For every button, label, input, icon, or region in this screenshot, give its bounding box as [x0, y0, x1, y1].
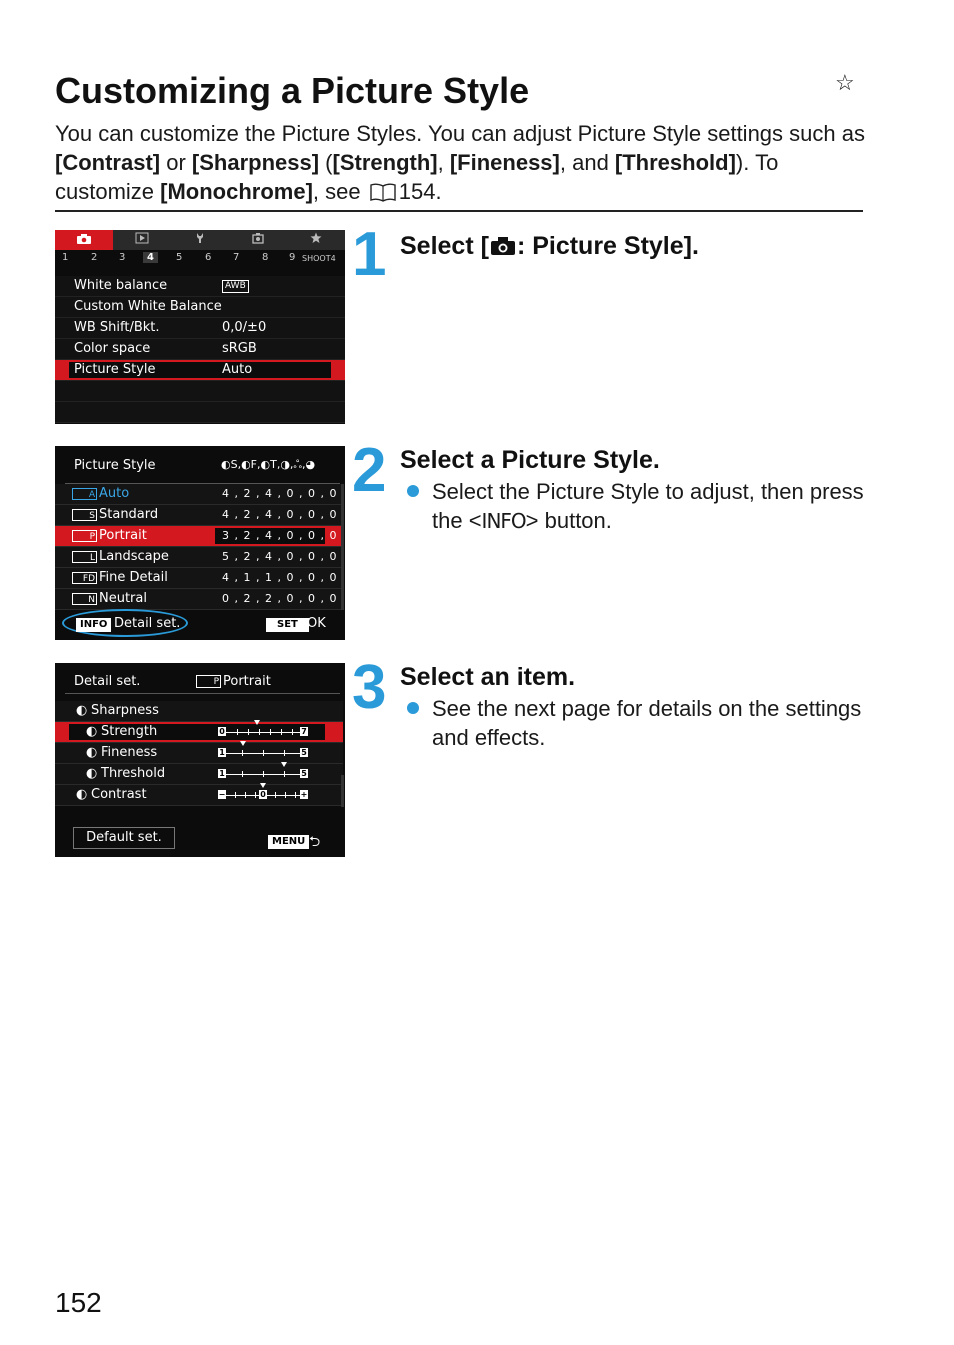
page-number[interactable]: 3 [119, 252, 126, 263]
slider-max: 5 [301, 748, 307, 757]
intro-paragraph [55, 119, 865, 206]
strength-icon: ◐ [86, 724, 98, 739]
intro-text: , and [559, 150, 615, 175]
bullet-text: > button. [525, 508, 612, 533]
style-name: Fine Detail [99, 570, 168, 585]
slider-tick [237, 729, 238, 735]
menu-item-label: WB Shift/Bkt. [74, 320, 160, 335]
detail-set-label: Detail set. [114, 616, 181, 631]
slider-min: 0 [219, 727, 225, 736]
intro-text: or [160, 150, 192, 175]
slider-tick [263, 750, 264, 756]
custom-functions-icon [251, 232, 265, 244]
slider-min: 1 [219, 769, 225, 778]
screen-title: Detail set. [74, 674, 141, 689]
style-name: Standard [99, 507, 159, 522]
contrast-slider[interactable] [218, 790, 308, 799]
intro-bold-strength: [Strength] [332, 150, 438, 175]
intro-text: , [437, 150, 450, 175]
strength-slider[interactable] [218, 727, 308, 736]
step-heading-text: : Picture Style]. [516, 232, 699, 260]
menu-item-empty [55, 381, 345, 402]
menu-item-value: 0,0/±0 [222, 320, 267, 335]
style-row-neutral[interactable] [55, 589, 343, 610]
slider-marker [260, 783, 266, 788]
ok-label: OK [307, 616, 326, 631]
menu-page-label: SHOOT4 [302, 254, 336, 263]
page-number[interactable]: 7 [233, 252, 240, 263]
awb-icon: AWB [222, 280, 249, 293]
style-values: 4 , 2 , 4 , 0 , 0 , 0 [222, 508, 338, 521]
menu-item-value: Auto [222, 362, 253, 377]
style-name: Portrait [223, 674, 271, 689]
intro-text: , see [312, 179, 367, 204]
page-number: 152 [55, 1287, 102, 1318]
bullet-dot [407, 702, 419, 714]
slider-tick [284, 750, 285, 756]
slider-tick [270, 729, 271, 735]
header-divider [55, 210, 863, 212]
style-row-portrait[interactable] [55, 526, 343, 547]
slider-tick [245, 792, 246, 798]
threshold-slider[interactable] [218, 769, 308, 778]
scrollbar[interactable] [341, 775, 344, 807]
detail-item-label: Contrast [91, 787, 147, 802]
step-bullet [407, 477, 882, 536]
detail-item-label: Sharpness [91, 703, 159, 718]
info-button-icon[interactable]: INFO [76, 618, 111, 632]
wrench-icon [194, 232, 206, 244]
style-row-auto[interactable] [55, 484, 343, 505]
menu-item-picture-style[interactable] [55, 360, 345, 381]
page-number[interactable]: 1 [62, 252, 69, 263]
page-number-active[interactable]: 4 [143, 252, 158, 263]
intro-text: You can customize the Picture Styles. You can adjust Picture Style settings such as [55, 121, 865, 146]
return-icon: ⮌ [309, 834, 321, 850]
detail-item-fineness[interactable] [55, 743, 343, 764]
style-values: 4 , 1 , 1 , 0 , 0 , 0 [222, 571, 338, 584]
slider-tick [295, 792, 296, 798]
detail-item-strength[interactable] [55, 722, 343, 743]
menu-item-value: sRGB [222, 341, 257, 356]
slider-max: 7 [301, 727, 307, 736]
tab-playback[interactable] [113, 230, 171, 250]
style-auto-icon: A [72, 488, 97, 500]
detail-item-label: Threshold [101, 766, 166, 781]
style-row-standard[interactable] [55, 505, 343, 526]
slider-tick [292, 729, 293, 735]
tab-shooting[interactable] [55, 230, 113, 250]
info-button-label: INFO [481, 509, 526, 533]
step-bullet [407, 694, 882, 752]
slider-tick [242, 750, 243, 756]
page-number[interactable]: 8 [262, 252, 269, 263]
menu-item-wb-shift[interactable] [55, 318, 345, 339]
style-values: 0 , 2 , 2 , 0 , 0 , 0 [222, 592, 338, 605]
scrollbar[interactable] [341, 484, 344, 610]
style-row-fine-detail[interactable] [55, 568, 343, 589]
play-icon [135, 232, 149, 244]
slider-marker [281, 762, 287, 767]
step-number: 2 [352, 436, 387, 505]
detail-item-contrast[interactable] [55, 785, 343, 806]
intro-bold-sharpness: [Sharpness] [191, 150, 320, 175]
tab-setup[interactable] [171, 230, 229, 250]
page-number[interactable]: 6 [205, 252, 212, 263]
style-standard-icon: S [72, 509, 97, 521]
threshold-icon: ◐ [86, 766, 98, 781]
page-number[interactable]: 2 [91, 252, 98, 263]
parameter-icons: ◐S,◐F,◐T,◑,ஃ,◕ [221, 458, 316, 471]
header-divider [65, 693, 340, 694]
style-portrait-icon: P [196, 675, 221, 688]
camera-icon [76, 233, 92, 245]
detail-item-sharpness[interactable] [55, 701, 343, 722]
screen-title: Picture Style [74, 458, 156, 473]
slider-tick [281, 729, 282, 735]
slider-tick [235, 792, 236, 798]
menu-item-label: White balance [74, 278, 168, 293]
bullet-dot [407, 485, 419, 497]
slider-max: + [300, 790, 308, 799]
slider-tick [285, 792, 286, 798]
intro-text: ( [319, 150, 333, 175]
style-fine-detail-icon: FD [72, 572, 97, 584]
slider-tick [275, 792, 276, 798]
step-heading: Select an item. [400, 663, 576, 691]
slider-tick [259, 729, 260, 735]
step-heading [400, 232, 699, 261]
star-icon [310, 232, 322, 244]
slider-tick [248, 729, 249, 735]
slider-tick [263, 771, 264, 777]
detail-item-threshold[interactable] [55, 764, 343, 785]
page-number[interactable]: 9 [289, 252, 296, 263]
step-number: 3 [352, 653, 387, 722]
detail-item-label: Fineness [101, 745, 158, 760]
style-landscape-icon: L [72, 551, 97, 563]
menu-item-custom-white-balance[interactable] [55, 297, 345, 318]
page-number[interactable]: 5 [176, 252, 183, 263]
slider-center: 0 [260, 790, 266, 799]
slider-tick [242, 771, 243, 777]
menu-item-color-space[interactable] [55, 339, 345, 360]
style-values: 3 , 2 , 4 , 0 , 0 , 0 [222, 529, 338, 542]
intro-bold-threshold: [Threshold] [614, 150, 736, 175]
slider-min: − [218, 790, 226, 799]
style-neutral-icon: N [72, 593, 97, 605]
slider-min: 1 [219, 748, 225, 757]
camera-icon [489, 236, 517, 256]
detail-item-label: Strength [101, 724, 158, 739]
slider-max: 5 [301, 769, 307, 778]
slider-tick [255, 792, 256, 798]
detail-set-screen [55, 663, 345, 857]
step-number: 1 [352, 220, 387, 289]
menu-item-white-balance[interactable] [55, 276, 345, 297]
picture-style-screen [55, 446, 345, 640]
style-portrait-icon: P [72, 530, 97, 542]
star-icon: ☆ [835, 70, 855, 95]
fineness-slider[interactable] [218, 748, 308, 757]
tab-custom-functions[interactable] [229, 230, 287, 250]
bullet-text: See the next page for details on the settings and effects. [432, 696, 862, 750]
fineness-icon: ◐ [86, 745, 98, 760]
menu-item-label: Color space [74, 341, 151, 356]
tab-my-menu[interactable] [287, 230, 345, 250]
camera-menu-screen [55, 230, 345, 424]
page-title: Customizing a Picture Style [55, 70, 530, 111]
intro-text: ). To customize [55, 150, 779, 204]
intro-bold-monochrome: [Monochrome] [160, 179, 313, 204]
slider-marker [254, 720, 260, 725]
style-name: Neutral [99, 591, 147, 606]
intro-bold-contrast: [Contrast] [55, 150, 161, 175]
style-values: 4 , 2 , 4 , 0 , 0 , 0 [222, 487, 338, 500]
slider-marker [240, 741, 246, 746]
intro-bold-fineness: [Fineness] [449, 150, 560, 175]
book-page-icon [369, 182, 397, 202]
sharpness-icon: ◐ [76, 703, 88, 718]
default-set-button[interactable]: Default set. [73, 827, 175, 849]
menu-item-label: Picture Style [74, 362, 156, 377]
menu-button-icon[interactable]: MENU [268, 835, 309, 849]
intro-page-ref: 154. [398, 179, 442, 204]
menu-item-label: Custom White Balance [74, 299, 222, 314]
step-heading: Select a Picture Style. [400, 446, 660, 474]
bullet-text: Select the Picture Style to adjust, then press the < [432, 479, 864, 533]
style-name: Landscape [99, 549, 169, 564]
menu-tab-bar [55, 230, 345, 250]
style-name: Auto [99, 486, 130, 501]
style-name: Portrait [99, 528, 147, 543]
step-heading-text: Select [ [400, 232, 489, 260]
menu-item-empty [55, 402, 345, 423]
style-row-landscape[interactable] [55, 547, 343, 568]
set-button-icon[interactable]: SET [266, 618, 309, 632]
slider-tick [284, 771, 285, 777]
style-values: 5 , 2 , 4 , 0 , 0 , 0 [222, 550, 338, 563]
contrast-icon: ◐ [76, 787, 88, 802]
